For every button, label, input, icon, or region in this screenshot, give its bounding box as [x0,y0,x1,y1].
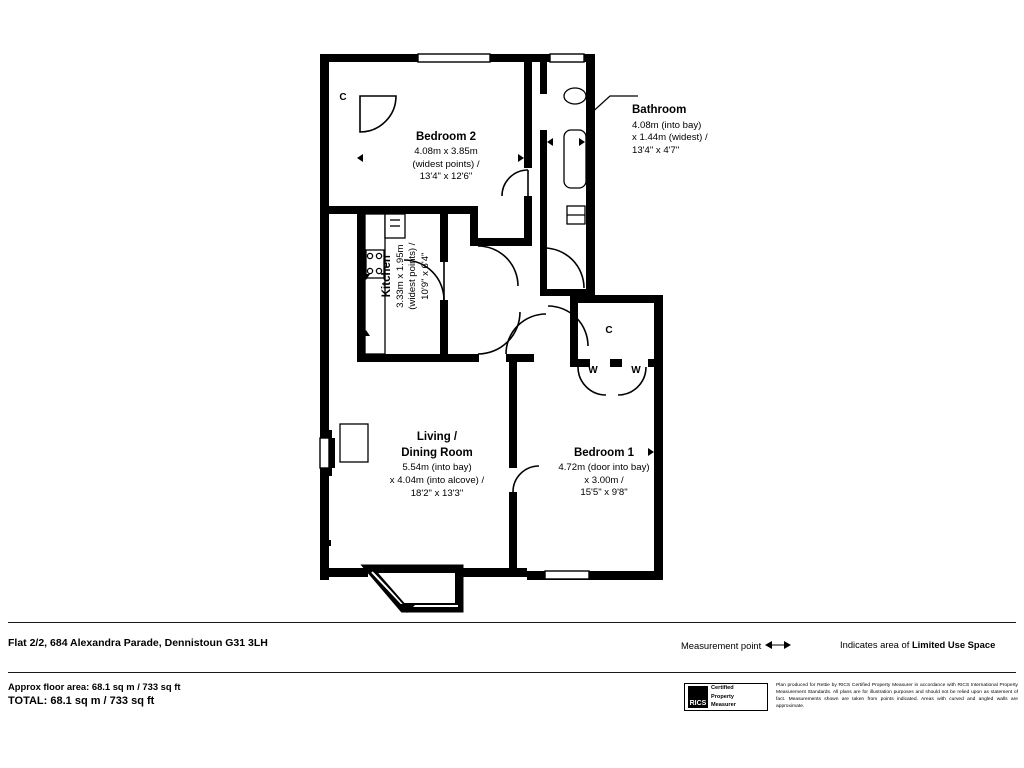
room-dim-line-1: 5.54m (into bay) [402,462,472,474]
divider-top [8,622,1016,623]
room-label-kitchen [380,201,432,351]
room-dim-line-1: 4.08m (into bay) [632,119,702,131]
label-washer-2: W [631,365,641,376]
room-dim-line-2: (widest points) / [407,242,419,310]
legend-limited-use-label: Limited Use Space [911,639,996,650]
label-washer-1: W [588,365,598,376]
rics-certified-badge [684,683,768,711]
approx-floor-area: Approx floor area: 68.1 sq m / 733 sq ft [8,681,181,692]
room-dim-line-2: x 1.44m (widest) / [632,132,708,144]
room-dim-line-2: x 3.00m / [584,474,624,486]
room-dim-line-3: 13'4" x 12'6" [419,171,473,183]
room-dim-line-3: 15'5" x 9'8" [580,487,628,499]
room-dim-line-1: 4.72m (door into bay) [558,462,650,474]
room-name: Bedroom 2 [415,131,477,143]
room-dim-line-3: 18'2" x 13'3" [410,487,464,499]
room-dim-line-2: x 4.04m (into alcove) / [389,475,485,486]
legend-measurement-point-label: Measurement point [681,639,762,651]
room-dim-line-1: 3.33m x 1.95m [394,244,406,308]
room-dim-line-1: 4.08m x 3.85m [414,146,478,158]
legend-measurement-point [681,639,791,651]
total-floor-area: TOTAL: 68.1 sq m / 733 sq ft [8,695,155,707]
label-cupboard-hall: C [605,325,613,336]
divider-bottom [8,672,1016,673]
room-name-2: Dining Room [401,447,473,460]
rics-logo-icon [688,686,708,708]
bay-window-living [368,568,460,613]
rics-badge-line-2: Property [711,693,735,700]
legend-limited-use-prefix: Indicates area of [840,639,910,650]
room-dim-line-3: 10'9" x 6'4" [419,252,431,300]
room-name: Living / [416,431,458,443]
room-name: Bedroom 1 [573,447,635,459]
rics-badge-line-3: Measurer [711,702,736,709]
measurement-point-icon [765,639,791,651]
rics-badge-line-1: Certified [711,685,734,692]
room-name: Bathroom [632,104,687,116]
rics-logo-text: RICS [689,700,707,707]
page-title: Flat 2/2, 684 Alexandra Parade, Dennistoun G31 3LH [8,637,268,649]
room-label-bedroom-1 [524,446,684,500]
room-dim-line-2: (widest points) / [412,158,480,170]
room-label-bedroom-2 [378,130,514,184]
legend-limited-use-space [840,639,995,650]
room-name: Kitchen [380,255,393,298]
label-cupboard-bedroom2: C [339,92,347,103]
room-label-living-dining-room [352,430,522,500]
room-dim-line-3: 13'4" x 4'7" [632,145,680,157]
room-label-bathroom [632,103,752,158]
disclaimer-text: Plan produced for Rettie by RICS Certified Property Measurer in accordance with RICS International Property Measurement Standards. All plans are for illustration purposes and should not be relied upon as statement of fact. Measurements shown are taken from points indicated. Areas with curved and angled walls are approximate. [776,683,1018,709]
